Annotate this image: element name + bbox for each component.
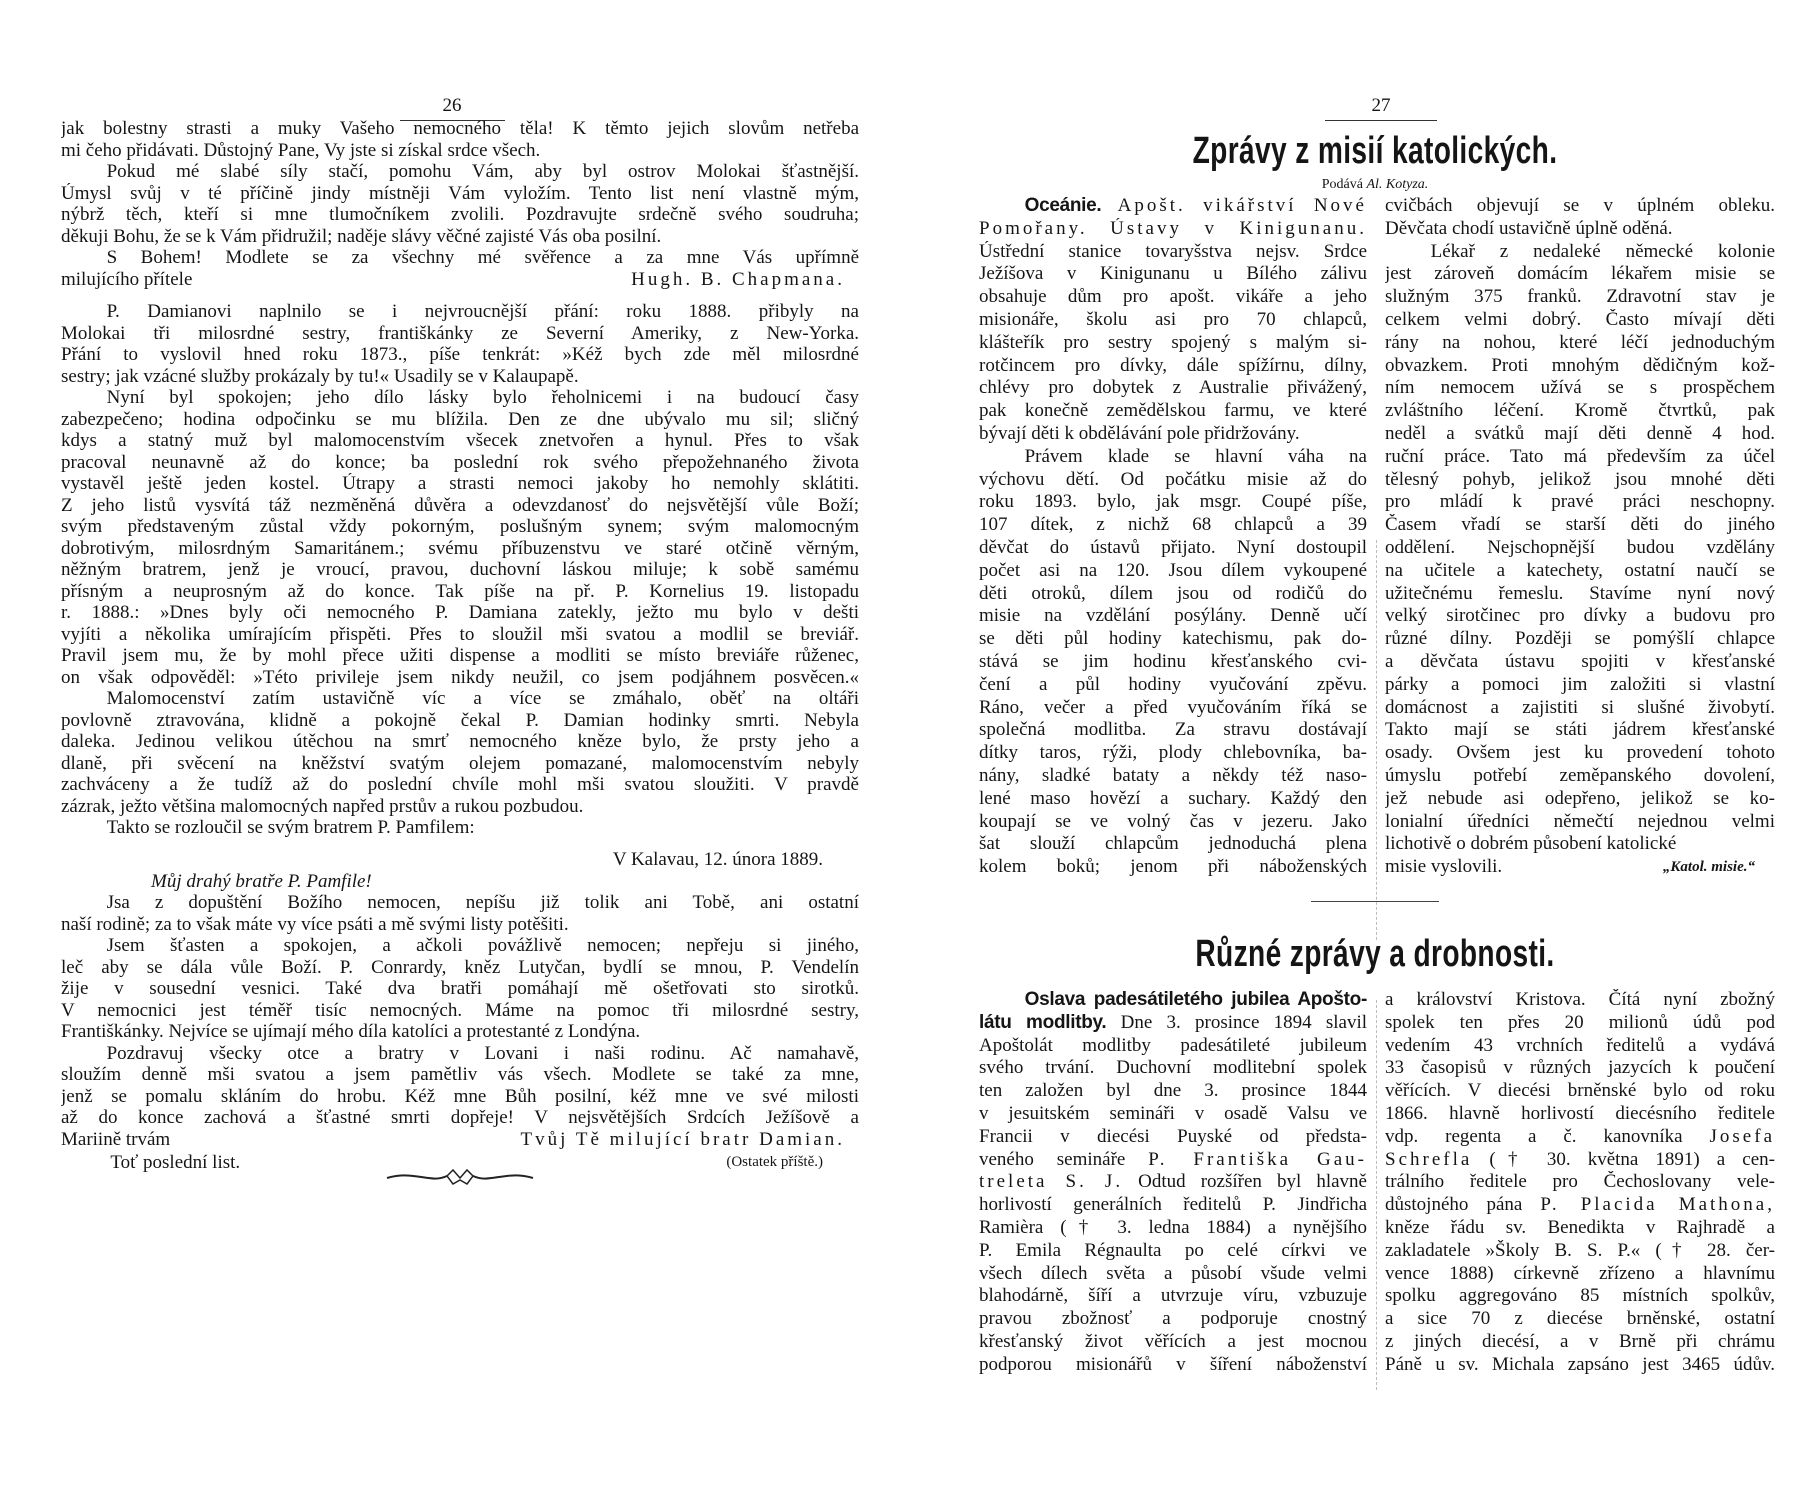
text-line: naší rodině; za to však máte vy více psáti a mě svými listy potěšiti.: [61, 913, 569, 935]
text-line: osady. Ovšem jest ku provedení tohoto: [1385, 742, 1775, 764]
column-1: [979, 195, 1367, 879]
text-line: nýbrž těch, kteří si mne tlumočníkem zvolili. Pozdravujte srdečně svého soudruha;: [61, 204, 859, 225]
text-line: dlaně, při svěcení na kněžství svatým olejem pomazané, malomocenstvím nebyly: [61, 752, 859, 774]
text-line: svým představeným zůstal vždy pokorným, poslušným synem; svým malomocným: [61, 516, 859, 537]
text-line: Francii v diecési Puyské od předsta-: [979, 1125, 1367, 1147]
text-line: Přání to vyslovil hned roku 1873., píše tenkrát: »Kéž bych zde měl milosrdné: [61, 344, 859, 365]
text-line: Páně u sv. Michala zapsáno jest 3465 údův.: [1385, 1353, 1775, 1375]
column-rule: [1376, 540, 1377, 940]
text-line: Apoštolát modlitby padesátileté jubileum: [979, 1034, 1367, 1056]
text-line: různé dílny. Později se pomýšlí chlapce: [1385, 628, 1775, 650]
text-segment: († 30. května 1891) a cen-: [1472, 1148, 1775, 1170]
bold-lead: Oslava padesátiletého jubilea Apošto-: [1024, 989, 1367, 1010]
signature-left: Mariině trvám: [61, 1128, 171, 1150]
text-line: vence 1888) církevně zřízeno a hlavnímu: [1385, 1262, 1775, 1284]
text-line: Pokud mé slabé síly stačí, pomohu Vám, aby byl ostrov Molokai šťastnější.: [106, 161, 859, 182]
signature-line: [61, 1129, 859, 1151]
closing-note: Toť poslední list.: [110, 1152, 241, 1173]
text-line: Nyní byl spokojen; jeho dílo lásky bylo řeholnicemi i na budoucí časy: [106, 387, 859, 408]
text-line: šat slouží chlapcům jednoduchá plena: [979, 833, 1367, 855]
text-line: spolku aggregováno 85 místních spolkův,: [1385, 1285, 1775, 1307]
text-line: služným 375 franků. Zdravotní stav je: [1385, 286, 1775, 308]
text-line: on však odpověděl: »Této privileje jsem nikdy neužil, co jsem podjáhnem posvěcen.«: [61, 666, 859, 688]
section-divider: [1311, 901, 1439, 902]
text-line: 107 dítek, z nichž 68 chlapců a 39: [979, 514, 1367, 536]
text-line: Molokai tři milosrdné sestry, františkánky ze Severní Ameriky, z New-Yorka.: [61, 322, 859, 344]
signature-line: [61, 269, 859, 291]
text-segment: Schrefla: [1385, 1148, 1473, 1170]
text-line: neděl a svátků mají děti denně 4 hod.: [1385, 422, 1775, 444]
text-line: jest zároveň domácím lékařem misie se: [1385, 263, 1775, 285]
text-line: zabezpečeno; hodina odpočinku se mu blížila. Den ze dne ubývalo mu sil; sličný: [61, 408, 859, 430]
text-line: roku 1893. bylo, jak msgr. Coupé píše,: [979, 491, 1367, 513]
text-line: něžným bratrem, jenž je vroucí, pravou, duchovní láskou miluje; k sobě samému: [61, 559, 859, 580]
text-line: cvičbách objevují se v úplném obleku.: [1385, 195, 1775, 216]
text-segment: P. Františka Gau-: [1148, 1148, 1367, 1170]
text-line: kněze řádu sv. Benedikta v Rajhradě a: [1385, 1216, 1775, 1238]
signature-damian: Tvůj Tě milující bratr Damian.: [520, 1128, 845, 1150]
text-segment: veného semináře: [979, 1148, 1149, 1170]
page-number-left: 26: [442, 95, 462, 116]
text-line: žije v sousední vesnici. Také dva bratři pomáhají mě ošetřovati sto sirotků.: [61, 978, 859, 999]
column-1: [979, 989, 1367, 1377]
text-line: klášteřík pro sestry spojený s malým si-: [979, 331, 1367, 353]
text-line: vedením 43 vrchních ředitelů a vydává: [1385, 1034, 1775, 1056]
text-segment: Apošt. vikářství Nové: [1101, 195, 1367, 216]
paragraphs: [1385, 989, 1775, 1377]
last-line: misie vyslovili.: [1385, 856, 1503, 878]
signature-left: milujícího přítele: [61, 268, 193, 290]
text-line: pravou zbožnosť a podporuje cnostný: [979, 1308, 1367, 1330]
text-line: čení a půl hodiny vyučování zpěvu.: [979, 673, 1367, 695]
text-segment: treleta S. J.: [979, 1171, 1124, 1193]
text-line: přísným a neuprosným až do konce. Tak píše na př. P. Kornelius 19. listopadu: [61, 580, 859, 602]
text-block-damian-letter: [61, 849, 859, 1174]
text-line: nány, sladké bataty a někdy též naso-: [979, 764, 1367, 786]
byline-prefix: Podává: [1321, 177, 1363, 192]
text-line: dítky taros, rýži, plody chlebovníka, ba-: [979, 742, 1367, 764]
text-line: pracoval neunavně až do konce; ba poslední rok svého přepožehnaného života: [61, 451, 859, 473]
text-line: jenž se pomalu skláním do hrobu. Kéž mne Bůh posilní, kéž mne ve své milosti: [61, 1085, 859, 1107]
text-line: v jesuitském semináři v osadě Valsu ve: [979, 1102, 1367, 1124]
text-line: [979, 1171, 1367, 1194]
text-line: na učitele a katechety, ostatní naučí se: [1385, 559, 1775, 581]
text-segment: Josefa: [1709, 1125, 1775, 1147]
text-line: [979, 1149, 1367, 1172]
text-block-chapman-letter: [61, 118, 859, 290]
text-line: Úmysl svůj v té příčině jindy místněji Vám vyložím. Tento list není vlastně mým,: [61, 182, 859, 204]
section-title-missions: Zprávy z misií katolických.: [1192, 130, 1558, 172]
text-line: daleka. Jedinou velikou útěchou na smrť nemocného kněze bylo, že prsty jeho a: [61, 731, 859, 752]
text-line: sloužím denně mši svatou a jsem pamětliv vás všech. Modlete se také za mne,: [61, 1064, 859, 1085]
bold-lead: látu modlitby.: [979, 1011, 1107, 1033]
ornament-divider-icon: [385, 1166, 535, 1188]
text-line: celkem velmi dobrý. Často mívají děti: [1385, 308, 1775, 330]
bold-lead: Oceánie.: [1024, 195, 1102, 216]
text-line: lené maso hovězí a suchary. Každý den: [979, 787, 1367, 809]
text-line: domácnost a zajistiti si slušné živobytí.: [1385, 696, 1775, 718]
paragraphs: [979, 195, 1367, 879]
text-line: [1385, 1126, 1775, 1149]
text-line: blahodárně, šíří a utvrzuje víru, vzbuzuje: [979, 1285, 1367, 1307]
text-line: [1385, 1194, 1775, 1217]
paragraphs: [979, 989, 1367, 1377]
text-line: ten založen byl dne 3. prosince 1844: [979, 1080, 1367, 1102]
text-line: Ramièra († 3. ledna 1884) a nynějšího: [979, 1216, 1367, 1238]
continued-note: (Ostatek příště.): [726, 1154, 823, 1170]
text-line: koupají se ve volný čas v jezeru. Jako: [979, 810, 1367, 832]
text-line: 33 časopisů v různých jazycích k poučení: [1385, 1057, 1775, 1079]
text-line: jak bolestny strasti a muky Vašeho nemocného těla! K těmto jejich slovům netřeba: [61, 118, 859, 139]
text-line: kolem boků; jenom při náboženských: [979, 856, 1367, 878]
text-line: sestry; jak vzácné služby prokázaly by tu!« Usadily se v Kalaupapě.: [61, 365, 579, 387]
text-segment: Pomořany. Ústavy v Kinigunanu.: [979, 217, 1367, 239]
text-line: [979, 218, 1367, 241]
paragraphs: [61, 118, 859, 269]
text-line: děti otroků, dílem jsou od rodičů do: [979, 582, 1367, 604]
text-line: Malomocenství zatím ustavičně víc a více se zmáhalo, oběť na oltáři: [106, 688, 859, 709]
column-2: [1385, 989, 1775, 1377]
text-line: výchovu dětí. Od počátku misie až do: [979, 468, 1367, 490]
text-segment: důstojného pána: [1385, 1194, 1541, 1216]
text-line: Takto se rozloučil se svým bratrem P. Pamfilem:: [106, 817, 475, 838]
text-line: pro mládí k pravé práci neschopny.: [1385, 491, 1775, 513]
text-line: obsahuje dům pro apošt. vikáře a jeho: [979, 286, 1367, 308]
text-line: lichotivě o dobrém působení katolické: [1385, 833, 1677, 855]
text-line: Františkánky. Nejvíce se ujímají mého díla katolíci a protestanté z Londýna.: [61, 1021, 641, 1042]
text-line: kdys a statný muž byl malomocenstvím všecek znetvořen a hynul. Přes to však: [61, 430, 859, 451]
text-line: obvazkem. Proti mnohým dědičným kož-: [1385, 354, 1775, 376]
text-line: Ježíšova v Kinigunanu u Bílého zálivu: [979, 263, 1367, 285]
text-line: dobrotivým, milosrdným Samaritánem.; svému příbuzenstvu ve staré otčině věrným,: [61, 537, 859, 559]
text-line: misie na vzdělání posýlány. Denně učí: [979, 605, 1367, 627]
text-line: oddělení. Nejschopnější budou vzdělány: [1385, 536, 1775, 558]
text-line: věřících. V diecési brněnské bylo od roku: [1385, 1080, 1775, 1102]
text-line: vyjíti a několika umírajícím přispěti. Přes to sloužil mši svatou a modlil se breviář.: [61, 623, 859, 645]
text-line: trálního ředitele pro Čechoslovany vele-: [1385, 1171, 1775, 1193]
text-line: společná modlitba. Za stravu dostávají: [979, 719, 1367, 741]
text-segment: Odtud rozšířen byl hlavně: [1123, 1171, 1367, 1193]
paragraphs: [61, 892, 859, 1129]
paragraphs: [61, 301, 859, 839]
text-line: bývají děti k obdělávání pole přidržovány.: [979, 422, 1300, 444]
text-line: Z jeho listů vysvítá táž nezměněná důvěra a odevzdanosť do nejsvětější vůle Boží;: [61, 494, 859, 516]
text-line: [1385, 1149, 1775, 1172]
text-line: zvláštního léčení. Kromě čtvrtků, pak: [1385, 400, 1775, 422]
text-line: všech dílech světa a působí všude velmi: [979, 1262, 1367, 1284]
text-line: Právem klade se hlavní váha na: [1024, 445, 1367, 467]
text-line: a království Kristova. Čítá nyní zbožný: [1385, 989, 1775, 1010]
text-line: tělesný pohyb, jelikož jsou mnohé děti: [1385, 468, 1775, 490]
text-line: Takto mají se státi jádrem křesťanské: [1385, 719, 1775, 741]
column-rule: [1376, 1000, 1377, 1390]
text-line: Časem vřadí se starší děti do jiného: [1385, 514, 1775, 536]
text-line: Pravil jsem mu, že by mohl přece užiti dispense a modliti se místo breviáře růženec,: [61, 645, 859, 666]
text-segment: vdp. regenta a č. kanovníka: [1385, 1125, 1710, 1147]
text-line: zachváceny a že tudíž až do poslední chvíle mohl mši svatou sloužiti. V pravdě: [61, 774, 859, 795]
text-line: r. 1888.: »Dnes byly oči nemocného P. Damiana zatekly, ježto mu bylo v dešti: [61, 602, 859, 623]
text-line: Jsa z dopuštění Božího nemocen, nepíšu již tolik ani Tobě, ani ostatní: [106, 892, 859, 913]
text-line: velký sirotčinec pro dívky a budovu pro: [1385, 605, 1775, 627]
page-number-right: 27: [1371, 95, 1391, 116]
text-line: [979, 1012, 1367, 1035]
source-citation: „Katol. misie.“: [1662, 859, 1755, 876]
text-line: děvčat do ústavů přijato. Nyní dostoupil: [979, 536, 1367, 558]
text-line: rotčincem pro dívky, dále spížírnu, dílny,: [979, 354, 1367, 376]
text-line: ním nemocem užívá se s prospěchem: [1385, 377, 1775, 399]
text-line: úmyslu potřebí zeměpanského dovolení,: [1385, 764, 1775, 786]
text-line: P. Damianovi naplnilo se i nejvroucnější přání: roku 1888. přibyly na: [106, 301, 859, 322]
text-line: [979, 989, 1367, 1012]
text-block-damian: [61, 301, 859, 839]
letter-date: V Kalavau, 12. února 1889.: [612, 849, 823, 870]
text-line: misionáře, školu asi pro 70 chlapců,: [979, 308, 1367, 330]
text-line: se děti půl hodiny katechismu, pak do-: [979, 628, 1367, 650]
text-line: lonialní úředníci němečtí nejednou velmi: [1385, 810, 1775, 832]
text-line: V nemocnici jest téměř tisíc nemocných. Máme na pomoc tři milosrdné sestry,: [61, 999, 859, 1021]
text-line: užitečnému řemeslu. Stavíme nyní nový: [1385, 582, 1775, 604]
text-line: až do konce zachová a šťastné smrti dopřeje! V nejsvětějších Srdcích Ježíšově a: [61, 1107, 859, 1128]
text-line: svého trvání. Duchovní modlitební spolek: [979, 1057, 1367, 1079]
text-line: P. Emila Régnaulta po celé církvi ve: [979, 1239, 1367, 1261]
text-segment: Dne 3. prosince 1894 slavil: [1106, 1011, 1367, 1033]
text-line: Lékař z nedaleké německé kolonie: [1430, 240, 1775, 262]
column-2: [1385, 195, 1775, 879]
text-line: a děvčata ústavu spojiti v křesťanské: [1385, 650, 1775, 672]
text-line: jež nebude asi odepřeno, jelikož se ko-: [1385, 787, 1775, 809]
text-line: vystavěl ještě jeden kostel. Útrapy a strasti nemoci jakoby ho nemohly sklátiti.: [61, 473, 859, 494]
text-line: děkuji Bohu, že se k Vám přidružil; naděje slávy věčné zajisté Vás oba posilní.: [61, 225, 662, 247]
text-line: párky a pomoci jim založiti si vlastní: [1385, 673, 1775, 695]
page-number-rule: [1325, 120, 1437, 121]
text-line: ruční práce. Tato má především za účel: [1385, 445, 1775, 467]
text-line: Ústřední stanice tovaryšstva nejsv. Srdce: [979, 240, 1367, 262]
text-line: podporou misionářů v šíření náboženství: [979, 1353, 1367, 1375]
text-line: S Bohem! Modlete se za všechny mé svěřence a za mne Vás upřímně: [106, 247, 859, 268]
text-line: Pozdravuj všecky otce a bratry v Lovani i naši rodinu. Ač namahavě,: [106, 1042, 859, 1064]
byline: [1225, 177, 1525, 193]
text-line: křesťanský život věřících a jest mocnou: [979, 1330, 1367, 1352]
closing-line: [1385, 856, 1775, 879]
text-line: Ráno, večer a před vyučováním říká se: [979, 696, 1367, 718]
text-line: zázrak, ježto většina malomocných napřed prstův a rukou pozbudou.: [61, 795, 584, 817]
text-line: 1866. hlavně horlivostí diecésního ředitele: [1385, 1102, 1775, 1124]
text-line: stává se jim hodinu křesťanského cvi-: [979, 650, 1367, 672]
text-line: zakladatele »Školy B. S. P.« († 28. čer-: [1385, 1239, 1775, 1261]
byline-author: Al. Kotyza.: [1366, 177, 1429, 192]
text-line: horlivostí generálních ředitelů P. Jindřicha: [979, 1194, 1367, 1216]
text-line: počet asi na 120. Jsou dílem vykoupené: [979, 559, 1367, 581]
text-line: rány na nohou, které léčí jednoduchým: [1385, 331, 1775, 353]
text-line: a sice 70 z diecése brněnské, ostatní: [1385, 1308, 1775, 1330]
text-line: leč aby se dála vůle Boží. P. Conrardy, kněz Lutyčan, bydlí se mnou, P. Vendelín: [61, 956, 859, 978]
signature-chapman: Hugh. B. Chapmana.: [631, 268, 845, 290]
text-line: chlévy pro dobytek z Australie přivážený,: [979, 377, 1367, 399]
text-line: mi čeho přidávati. Důstojný Pane, Vy jste si získal srdce všech.: [61, 139, 541, 161]
section-title-news: Různé zprávy a drobnosti.: [1195, 933, 1555, 975]
text-line: pak konečně zemědělskou farmu, ve které: [979, 400, 1367, 422]
paragraphs: [1385, 195, 1775, 856]
text-line: Děvčata chodí ustavičně úplně oděná.: [1385, 217, 1673, 239]
text-line: z jiných diecésí, a v Brně při chrámu: [1385, 1330, 1775, 1352]
text-line: Jsem šťasten a spokojen, a ačkoli povážlivě nemocen; nepřeju si jiného,: [106, 935, 859, 956]
letter-salutation: Můj drahý bratře P. Pamfile!: [151, 870, 372, 892]
text-line: povlovně ztravována, klidně a pokojně čekal P. Damian hodinky smrti. Nebyla: [61, 709, 859, 731]
text-line: [979, 195, 1367, 218]
text-segment: P. Placida Mathona,: [1540, 1194, 1775, 1216]
text-line: spolek ten přes 20 milionů údů pod: [1385, 1011, 1775, 1033]
